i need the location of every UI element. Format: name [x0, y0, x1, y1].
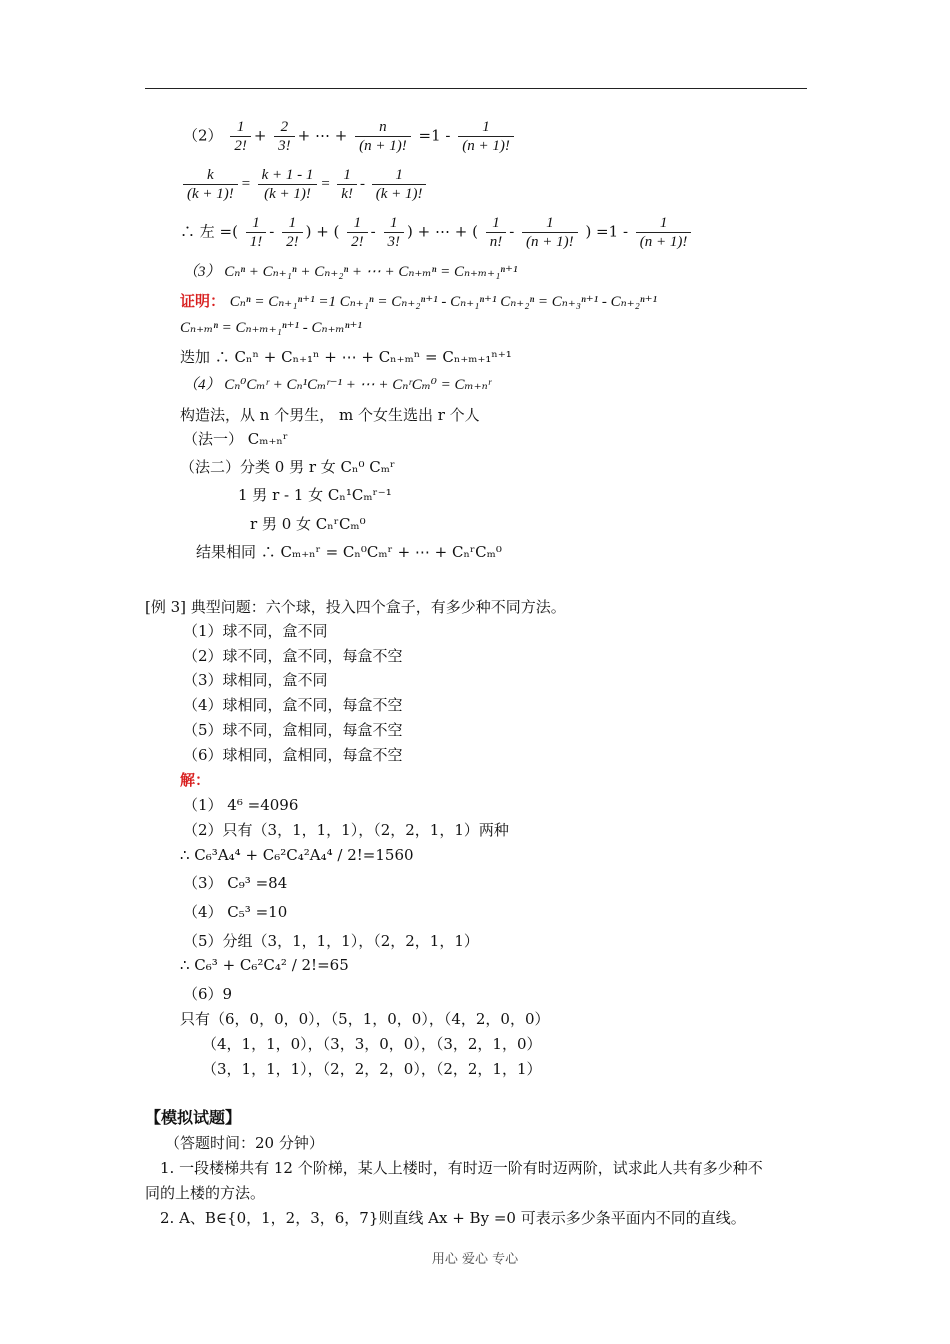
solution-6-cases-2: （4，1，1，0），（3，3，0，0），（3，2，1，0） — [202, 1035, 542, 1053]
header-rule — [145, 88, 807, 89]
stack-line: 迭加 ∴ Cₙⁿ + Cₙ₊₁ⁿ + ⋯ + Cₙ₊ₘⁿ = Cₙ₊ₘ₊₁ⁿ⁺¹ — [180, 348, 512, 366]
solution-3: （3） C₉³ =84 — [183, 874, 288, 892]
solution-4: （4） C₅³ =10 — [183, 903, 288, 921]
solution-2-calc: ∴ C₆³A₄⁴ + C₆²C₄²A₄⁴ / 2!=1560 — [180, 846, 414, 864]
example-item-5: （5）球不同，盒相同，每盒不空 — [183, 721, 403, 739]
formula-4: （4） Cₙ⁰Cₘʳ + Cₙ¹Cₘʳ⁻¹ + ⋯ + CₙʳCₘ⁰ = Cₘ₊ₙʳ — [183, 377, 492, 393]
result-line: 结果相同 ∴ Cₘ₊ₙʳ = Cₙ⁰Cₘʳ + ⋯ + CₙʳCₘ⁰ — [196, 543, 502, 561]
formula-k: $\frac{k}{(k + 1)!}$ = $\frac{k + 1 - 1}{(k + 1)!}$ = $\frac{1}{k!}$ - $\frac{1}{(k + 1)!}$ — [180, 166, 429, 203]
method-2: （法二）分类 0 男 r 女 Cₙ⁰ Cₘʳ — [180, 458, 396, 476]
solution-5: （5）分组（3，1，1，1），（2，2，1，1） — [183, 932, 479, 950]
solution-6: （6）9 — [183, 985, 233, 1003]
formula-3: （3） Cₙⁿ + Cₙ₊₁ⁿ + Cₙ₊₂ⁿ + ⋯ + Cₙ₊ₘⁿ = Cₙ₊ₘ₊₁ⁿ⁺¹ — [183, 264, 518, 280]
mock-title: 【模拟试题】 — [145, 1108, 242, 1127]
solution-2: （2）只有（3，1，1，1），（2，2，1，1）两种 — [183, 821, 509, 839]
solution-6-cases-1: 只有（6，0，0，0），（5，1，0，0），（4，2，0，0） — [180, 1010, 550, 1028]
formula-2: （2） $\frac{1}{2!}$ + $\frac{2}{3!}$ + ⋯ + $\frac{n}{(n + 1)!}$ =1 - $\frac{1}{(n + 1)!}$ — [183, 118, 517, 155]
proof-line-1: 证明： Cₙⁿ = Cₙ₊₁ⁿ⁺¹ =1 Cₙ₊₁ⁿ = Cₙ₊₂ⁿ⁺¹ - Cₙ₊₁ⁿ⁺¹ Cₙ₊₂ⁿ = Cₙ₊₃ⁿ⁺¹ - Cₙ₊₂ⁿ⁺¹ — [180, 292, 657, 310]
example-item-3: （3）球相同，盒不同 — [183, 671, 328, 689]
solution-6-cases-3: （3，1，1，1），（2，2，2，0），（2，2，1，1） — [202, 1060, 542, 1078]
method-2-b: 1 男 r - 1 女 Cₙ¹Cₘʳ⁻¹ — [238, 486, 392, 504]
example-item-4: （4）球相同，盒不同，每盒不空 — [183, 696, 403, 714]
mock-q1-b: 同的上楼的方法。 — [145, 1184, 266, 1202]
mock-q1-a: 1. 一段楼梯共有 12 个阶梯，某人上楼时，有时迈一阶有时迈两阶，试求此人共有多少种不 — [160, 1159, 763, 1177]
proof-label: 证明： — [180, 292, 226, 310]
example-item-6: （6）球相同，盒相同，每盒不空 — [183, 746, 403, 764]
solution-label: 解： — [180, 771, 211, 789]
formula-left-sum: ∴ 左 =( $\frac{1}{1!}$ - $\frac{1}{2!}$ ) + ( $\frac{1}{2!}$ - $\frac{1}{3!}$ ) + ⋯ + ( $\frac{1}{n!}$ - $\frac{1}{(n + 1)!}$ ) =1 - $\frac{1}{(n + 1)!}$ — [180, 214, 694, 251]
solution-5-calc: ∴ C₆³ + C₆²C₄² / 2!=65 — [180, 956, 349, 974]
example-item-1: （1）球不同，盒不同 — [183, 622, 328, 640]
mock-time: （答题时间：20 分钟） — [165, 1134, 324, 1152]
method-2-c: r 男 0 女 CₙʳCₘ⁰ — [250, 515, 366, 533]
mock-q2: 2. A、B∈{0，1，2，3，6，7}则直线 Ax + By =0 可表示多少条平面内不同的直线。 — [160, 1209, 746, 1227]
example-item-2: （2）球不同，盒不同，每盒不空 — [183, 647, 403, 665]
proof-line-2: Cₙ₊ₘⁿ = Cₙ₊ₘ₊₁ⁿ⁺¹ - Cₙ₊ₘⁿ⁺¹ — [180, 320, 362, 336]
construct-line: 构造法，从 n 个男生， m 个女生选出 r 个人 — [180, 406, 480, 424]
page-footer: 用心 爱心 专心 — [431, 1252, 519, 1267]
method-1: （法一） Cₘ₊ₙʳ — [183, 430, 289, 448]
example-title: [例 3] 典型问题：六个球，投入四个盒子，有多少种不同方法。 — [145, 598, 566, 616]
solution-1: （1） 4⁶ =4096 — [183, 796, 299, 814]
